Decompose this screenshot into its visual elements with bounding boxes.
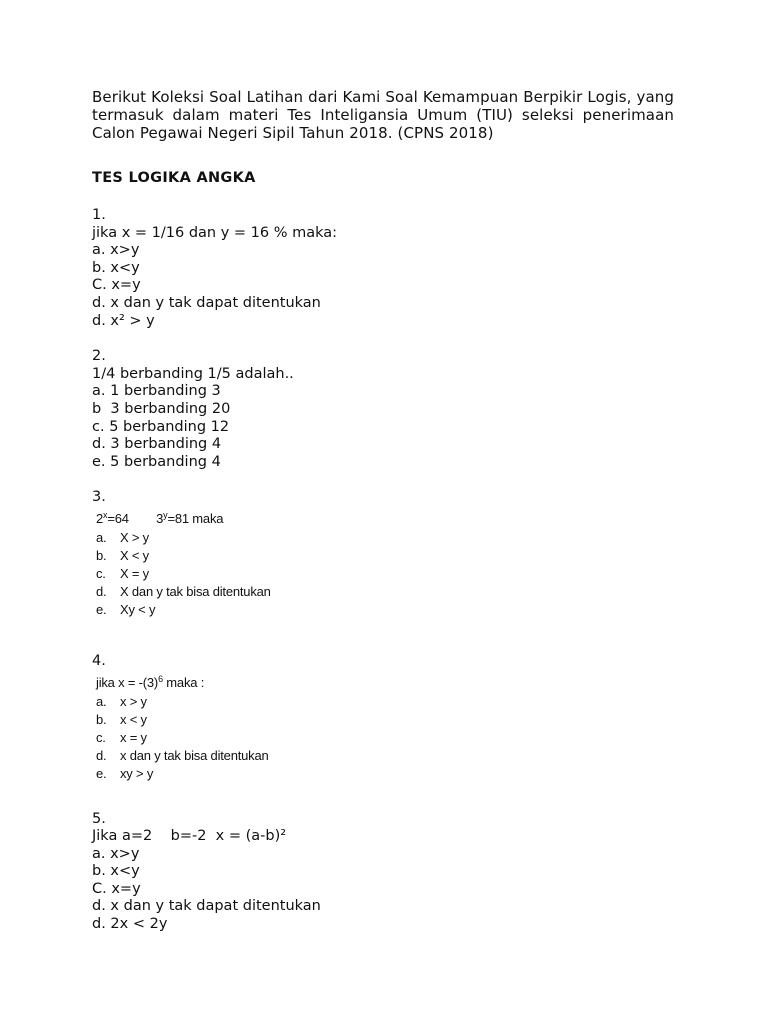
option-a: a. X > y [96,529,149,545]
option-b: b. x<y [92,863,140,880]
question-number: 4. [92,652,106,669]
question-number: 2. [92,348,106,365]
option-d: d. 3 berbanding 4 [92,436,222,453]
option-e: e. 5 berbanding 4 [92,453,221,470]
question-stem: jika x = 1/16 dan y = 16 % maka: [92,224,338,241]
question-number: 3. [92,489,106,506]
option-c: c. 5 berbanding 12 [92,418,230,435]
option-d: d. X dan y tak bisa ditentukan [96,583,271,599]
question-stem: $2^x=64$ $3^y=81$ maka [96,509,224,526]
question-stem: jika $x = -(3)^6$ maka : [96,673,205,690]
option-d: d. x dan y tak bisa ditentukan [96,747,269,763]
question-1 [92,207,674,330]
question-2 [92,348,674,471]
option-e: e. Xy < y [96,601,156,617]
option-c: c. X = y [96,565,149,581]
option-c: C. x=y [92,277,141,294]
question-stem: Jika a=2 b=-2 x = (a-b)² [92,828,287,845]
option-b: b. X < y [96,547,149,563]
option-d: d. x dan y tak dapat ditentukan [92,898,321,915]
option-a: a. 1 berbanding 3 [92,383,221,400]
question-number: 5. [92,810,106,827]
question-stem: 1/4 berbanding 1/5 adalah.. [92,365,294,382]
question-3 [92,489,674,619]
section-heading: TES LOGIKA ANGKA [92,170,256,186]
option-b: b. x<y [92,259,140,276]
option-e: e. xy > y [96,765,154,781]
question-4 [92,653,674,783]
option-e: d. 2x < 2y [92,916,168,933]
question-number: 1. [92,207,106,223]
option-e: d. x² > y [92,312,155,329]
option-b: b. x < y [96,711,147,727]
question-image-block [96,510,674,619]
option-a: a. x > y [96,693,147,709]
question-image-block [96,674,674,783]
option-b: b 3 berbanding 20 [92,400,231,417]
intro-paragraph: Berikut Koleksi Soal Latihan dari Kami Soal Kemampuan Berpikir Logis, yang termasuk dalam materi Tes Inteligansia Umum (TIU) seleksi penerimaan Calon Pegawai Negeri Sipil Tahun 2018. (CPNS 2018) [92,88,674,142]
option-c: c. x = y [96,729,147,745]
option-d: d. x dan y tak dapat ditentukan [92,294,321,311]
document-page [92,88,674,952]
option-a: a. x>y [92,242,140,259]
option-c: C. x=y [92,880,141,897]
question-5 [92,811,674,934]
option-a: a. x>y [92,845,140,862]
